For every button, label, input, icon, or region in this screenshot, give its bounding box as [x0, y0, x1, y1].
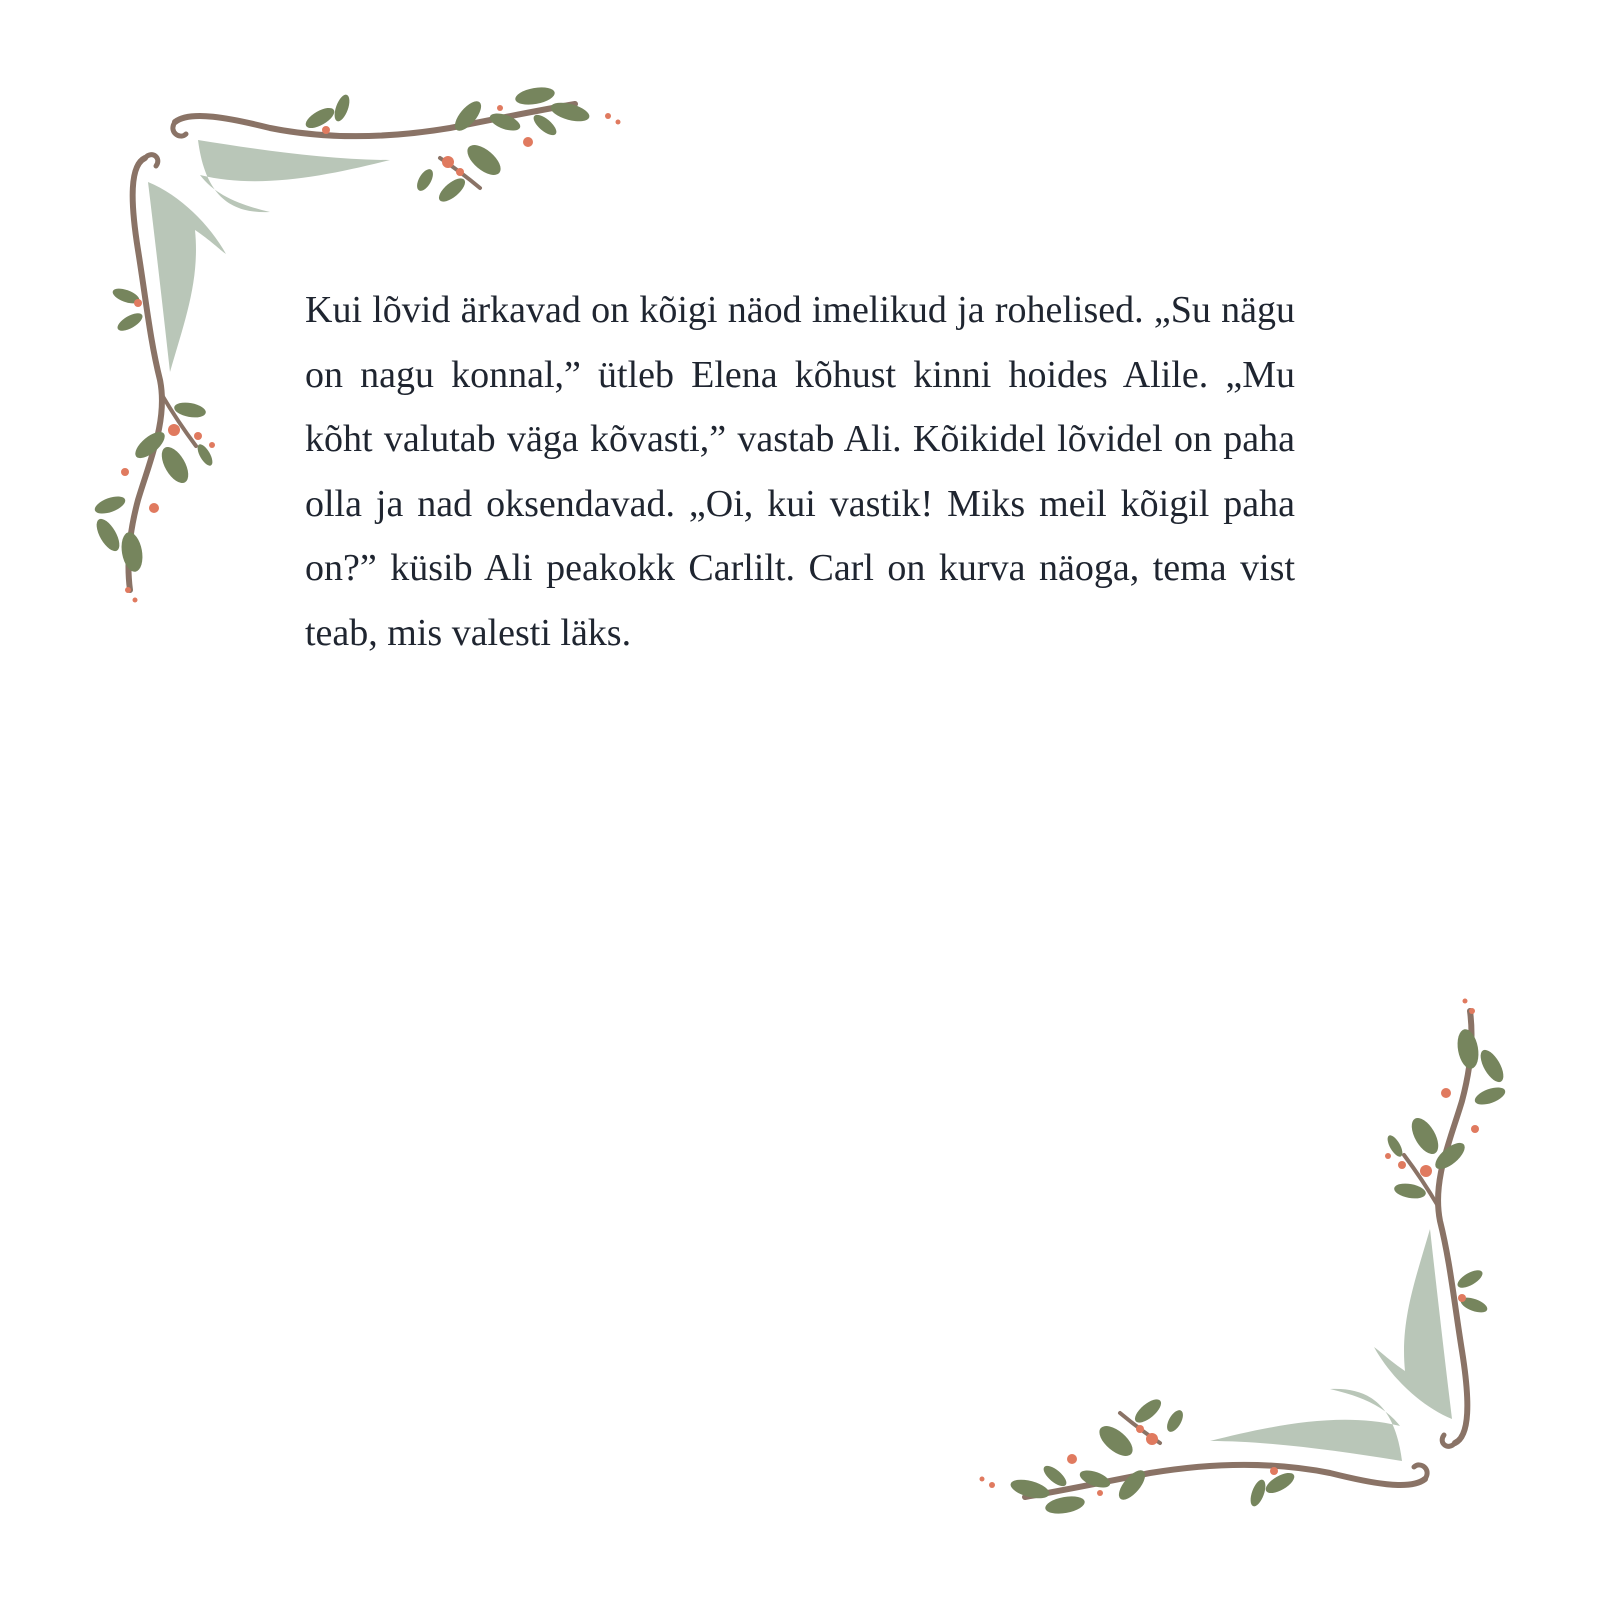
vine-corner-bottom-right-icon: [960, 961, 1600, 1601]
story-paragraph: Kui lõvid ärkavad on kõigi näod imelikud ja rohelised. „Su nägu on nagu konnal,” ütleb Elena kõhust kinni hoides Alile. „Mu kõht valutab väga kõvasti,” vastab Ali. Kõikidel lõvidel on paha olla ja nad oksendavad. „Oi, kui vastik! Miks meil kõigil paha on?” küsib Ali peakokk Carlilt. Carl on kurva näoga, tema vist teab, mis valesti läks.: [305, 289, 1295, 654]
